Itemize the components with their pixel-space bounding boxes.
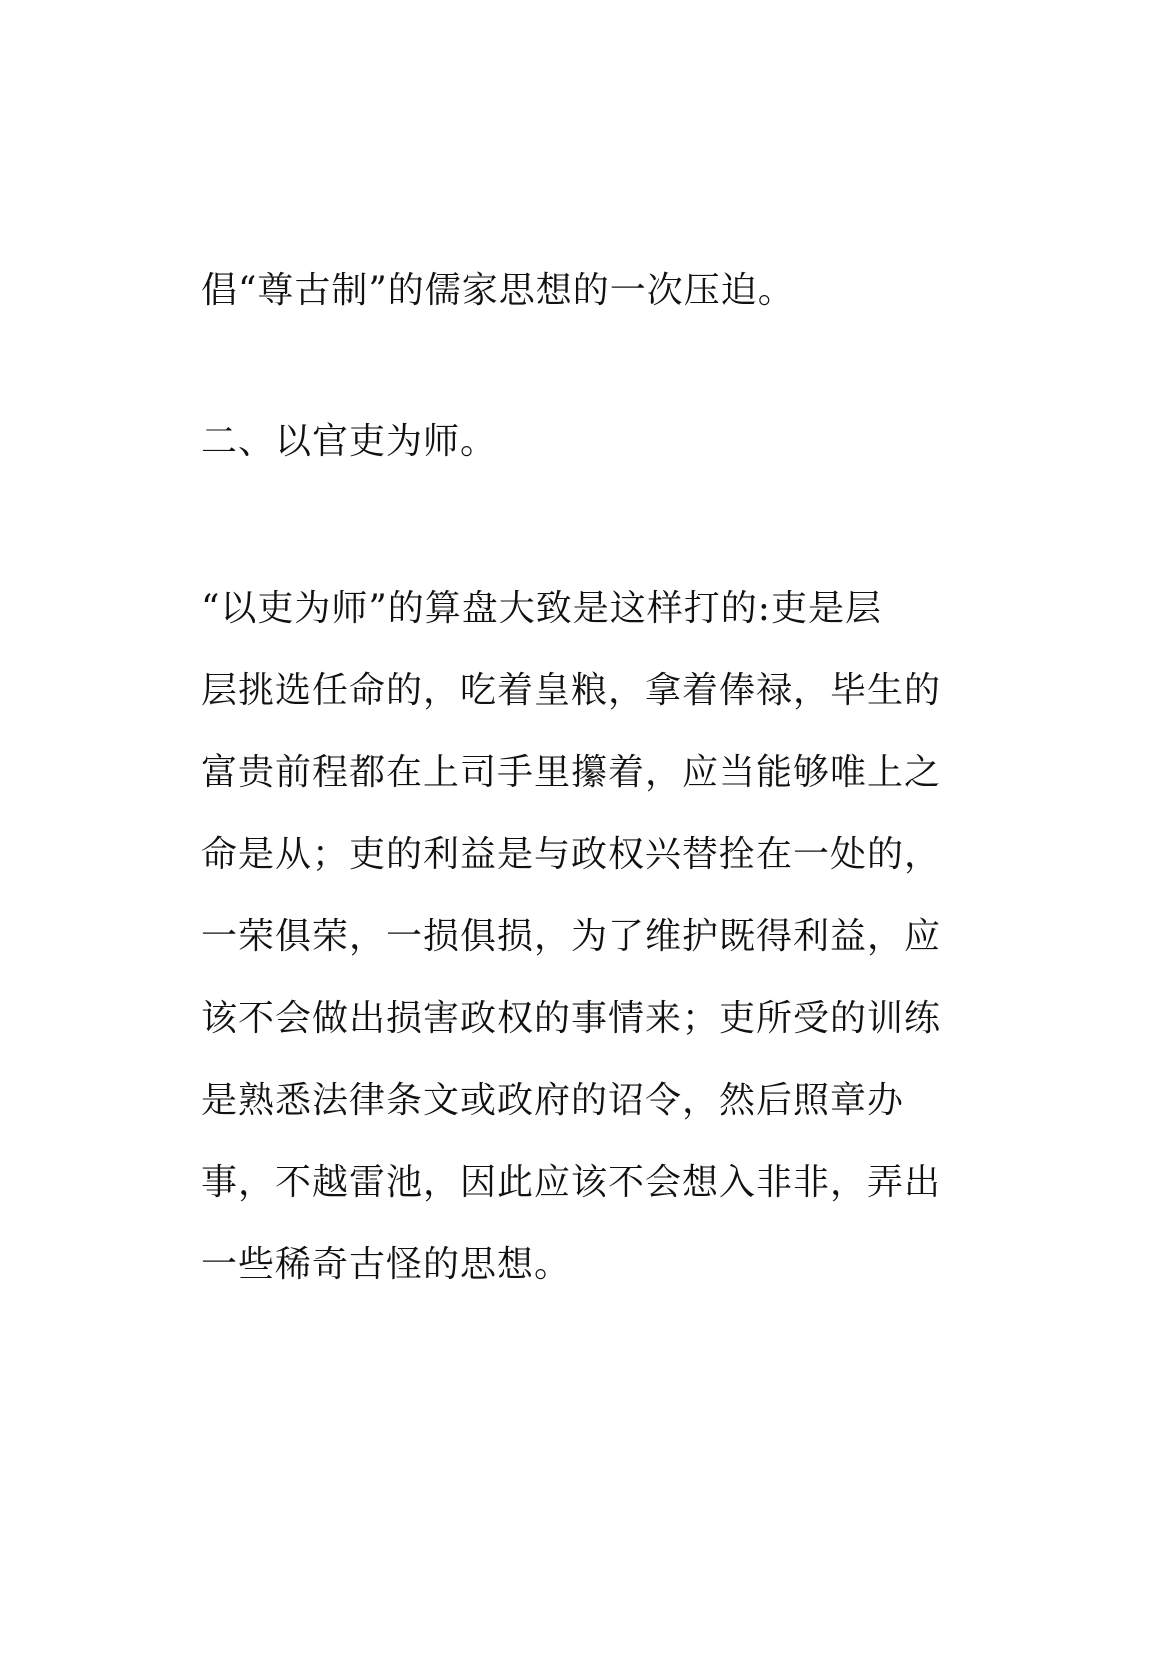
section-heading: 二、以官吏为师。	[201, 421, 498, 462]
paragraph-line: 富贵前程都在上司手里攥着，应当能够唯上之	[201, 752, 942, 793]
paragraph-line: 倡“尊古制”的儒家思想的一次压迫。	[201, 270, 795, 311]
paragraph-line: 事，不越雷池，因此应该不会想入非非，弄出	[201, 1162, 942, 1203]
paragraph-line: 一些稀奇古怪的思想。	[201, 1244, 572, 1285]
paragraph-line: 命是从；吏的利益是与政权兴替拴在一处的，	[201, 834, 942, 875]
paragraph-line: 是熟悉法律条文或政府的诏令，然后照章办	[201, 1080, 905, 1121]
paragraph-line: “以吏为师”的算盘大致是这样打的:吏是层	[201, 588, 882, 629]
paragraph-line: 一荣俱荣，一损俱损，为了维护既得利益，应	[201, 916, 942, 957]
paragraph-line: 层挑选任命的，吃着皇粮，拿着俸禄，毕生的	[201, 670, 942, 711]
paragraph-line: 该不会做出损害政权的事情来；吏所受的训练	[201, 998, 942, 1039]
